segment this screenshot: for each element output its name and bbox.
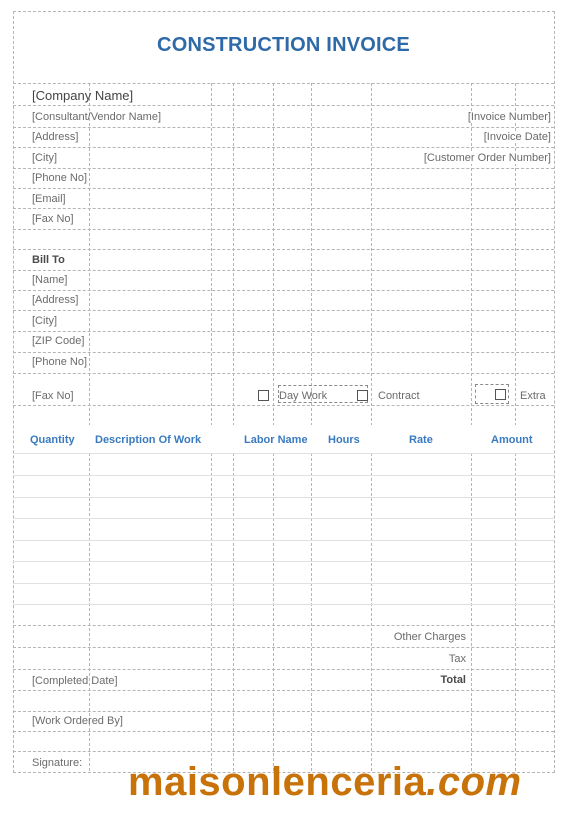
day-work-label: Day Work <box>279 390 328 402</box>
table-row-line <box>13 604 554 605</box>
col-header-amount: Amount <box>491 434 533 446</box>
bill-to-phone-field[interactable]: [Phone No] <box>32 356 88 368</box>
row-line <box>13 147 554 148</box>
vendor-city-field[interactable]: [City] <box>32 152 58 164</box>
row-line <box>13 188 554 189</box>
col-header-labor-name: Labor Name <box>244 434 308 446</box>
row-line <box>13 105 554 106</box>
vendor-address-field[interactable]: [Address] <box>32 131 79 143</box>
row-line <box>13 331 554 332</box>
bill-to-heading: Bill To <box>32 254 65 266</box>
completed-date-field[interactable]: [Completed Date] <box>32 675 118 687</box>
invoice-number-field[interactable]: [Invoice Number] <box>464 111 551 123</box>
col-header-rate: Rate <box>409 434 433 446</box>
extra-checkbox[interactable] <box>495 389 506 400</box>
contract-checkbox[interactable] <box>357 390 368 401</box>
row-line <box>13 229 554 230</box>
contract-label: Contract <box>378 390 420 402</box>
bill-to-name-field[interactable]: [Name] <box>32 274 68 286</box>
tax-label: Tax <box>448 653 466 665</box>
watermark-main: maisonlenceria <box>128 760 427 804</box>
row-line <box>13 731 554 732</box>
row-line <box>13 310 554 311</box>
col-header-quantity: Quantity <box>30 434 75 446</box>
row-line <box>13 711 554 712</box>
vendor-fax-field[interactable]: [Fax No] <box>32 213 74 225</box>
bill-to-city-field[interactable]: [City] <box>32 315 58 327</box>
bill-to-fax-field[interactable]: [Fax No] <box>32 390 74 402</box>
row-line <box>13 647 554 648</box>
table-row-line <box>13 497 554 498</box>
watermark <box>128 760 522 805</box>
day-work-checkbox[interactable] <box>258 390 269 401</box>
bill-to-address-field[interactable]: [Address] <box>32 294 79 306</box>
company-name[interactable]: [Company Name] <box>32 88 134 103</box>
table-row-line <box>13 475 554 476</box>
row-line <box>13 625 554 626</box>
row-line <box>13 270 554 271</box>
table-row-line <box>13 561 554 562</box>
total-label: Total <box>440 674 466 686</box>
row-line <box>13 751 554 752</box>
col-header-hours: Hours <box>328 434 360 446</box>
row-line <box>13 690 554 691</box>
watermark-ext: .com <box>426 760 522 804</box>
invoice-date-field[interactable]: [Invoice Date] <box>480 131 551 143</box>
work-ordered-by-field[interactable]: [Work Ordered By] <box>32 715 123 727</box>
row-line <box>13 208 554 209</box>
invoice-title: CONSTRUCTION INVOICE <box>157 34 410 56</box>
row-line <box>13 373 554 374</box>
signature-label: Signature: <box>32 757 83 769</box>
row-line <box>13 405 554 406</box>
table-row-line <box>13 583 554 584</box>
row-line <box>13 168 554 169</box>
col-header-description: Description Of Work <box>95 434 202 446</box>
row-line <box>13 669 554 670</box>
vendor-email-field[interactable]: [Email] <box>32 193 66 205</box>
customer-order-number-field[interactable]: [Customer Order Number] <box>420 152 551 164</box>
row-line <box>13 83 554 84</box>
row-line <box>13 290 554 291</box>
vendor-phone-field[interactable]: [Phone No] <box>32 172 88 184</box>
table-header-bottom <box>13 453 554 454</box>
table-row-line <box>13 540 554 541</box>
row-line <box>13 249 554 250</box>
invoice-sheet <box>13 11 555 771</box>
row-line <box>13 352 554 353</box>
table-row-line <box>13 518 554 519</box>
vendor-name-field[interactable]: [Consultant/Vendor Name] <box>32 111 162 123</box>
extra-label: Extra <box>520 390 546 402</box>
row-line <box>13 127 554 128</box>
other-charges-label: Other Charges <box>393 631 466 643</box>
bill-to-zip-field[interactable]: [ZIP Code] <box>32 335 85 347</box>
